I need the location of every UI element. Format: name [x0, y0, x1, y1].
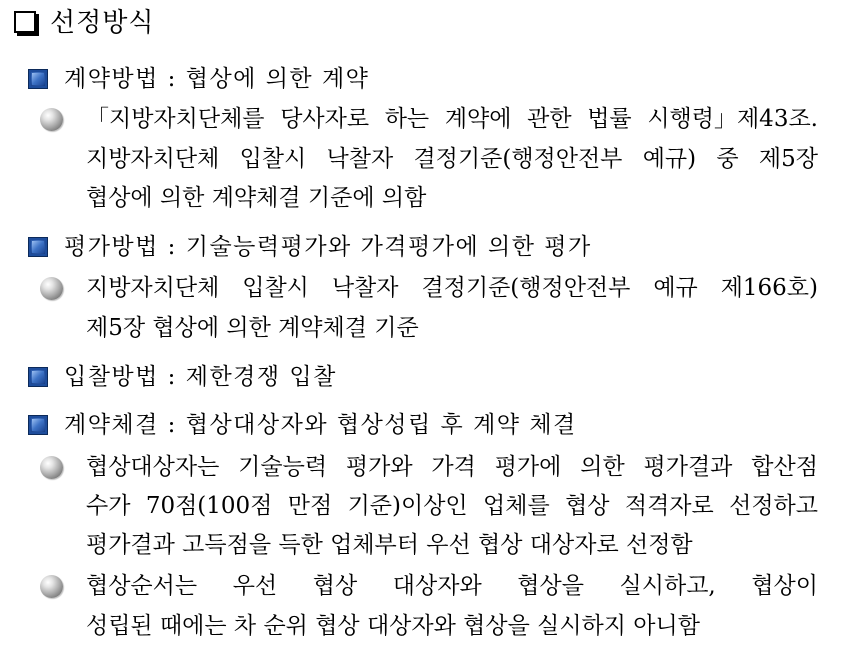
blue-square-bullet-icon — [28, 69, 48, 89]
section-heading-text: 평가방법 : 기술능력평가와 가격평가에 의한 평가 — [64, 234, 592, 260]
item-line: 성립된 때에는 차 순위 협상 대상자와 협상을 실시하지 아니함 — [86, 613, 700, 639]
gray-circle-bullet-icon — [40, 277, 63, 300]
section-heading-evaluation-method — [28, 232, 592, 262]
item-line: 협상에 의한 계약체결 기준에 의함 — [86, 185, 427, 211]
blue-square-bullet-icon — [28, 367, 48, 387]
item-line: 협상대상자는 기술능력 평가와 가격 평가에 의한 평가결과 합산점 — [86, 454, 818, 480]
page-title: 선정방식 — [50, 8, 155, 38]
section-heading-bidding-method — [28, 362, 337, 392]
section-heading-contract-method — [28, 64, 369, 94]
gray-circle-bullet-icon — [40, 456, 63, 479]
checkbox-square-icon — [14, 11, 36, 33]
item-line: 평가결과 고득점을 득한 업체부터 우선 협상 대상자로 선정함 — [86, 532, 693, 558]
item-line: 협상순서는 우선 협상 대상자와 협상을 실시하고, 협상이 — [86, 573, 818, 599]
item-line: 수가 70점(100점 만점 기준)이상인 업체를 협상 적격자로 선정하고 — [86, 493, 818, 519]
blue-square-bullet-icon — [28, 415, 48, 435]
section-heading-text: 계약방법 : 협상에 의한 계약 — [64, 66, 370, 92]
title-row — [14, 6, 154, 40]
item-line: 지방자치단체 입찰시 낙찰자 결정기준(행정안전부 예규) 중 제5장 — [86, 146, 818, 172]
section-heading-contract-conclusion — [28, 410, 577, 440]
blue-square-bullet-icon — [28, 237, 48, 257]
section-heading-text: 계약체결 : 협상대상자와 협상성립 후 계약 체결 — [64, 412, 577, 438]
gray-circle-bullet-icon — [40, 575, 63, 598]
item-line: 제5장 협상에 의한 계약체결 기준 — [86, 315, 419, 341]
gray-circle-bullet-icon — [40, 108, 63, 131]
item-line: 지방자치단체 입찰시 낙찰자 결정기준(행정안전부 예규 제166호) — [86, 275, 818, 301]
section-heading-text: 입찰방법 : 제한경쟁 입찰 — [64, 364, 337, 390]
item-line: 「지방자치단체를 당사자로 하는 계약에 관한 법률 시행령」제43조. — [86, 106, 818, 132]
